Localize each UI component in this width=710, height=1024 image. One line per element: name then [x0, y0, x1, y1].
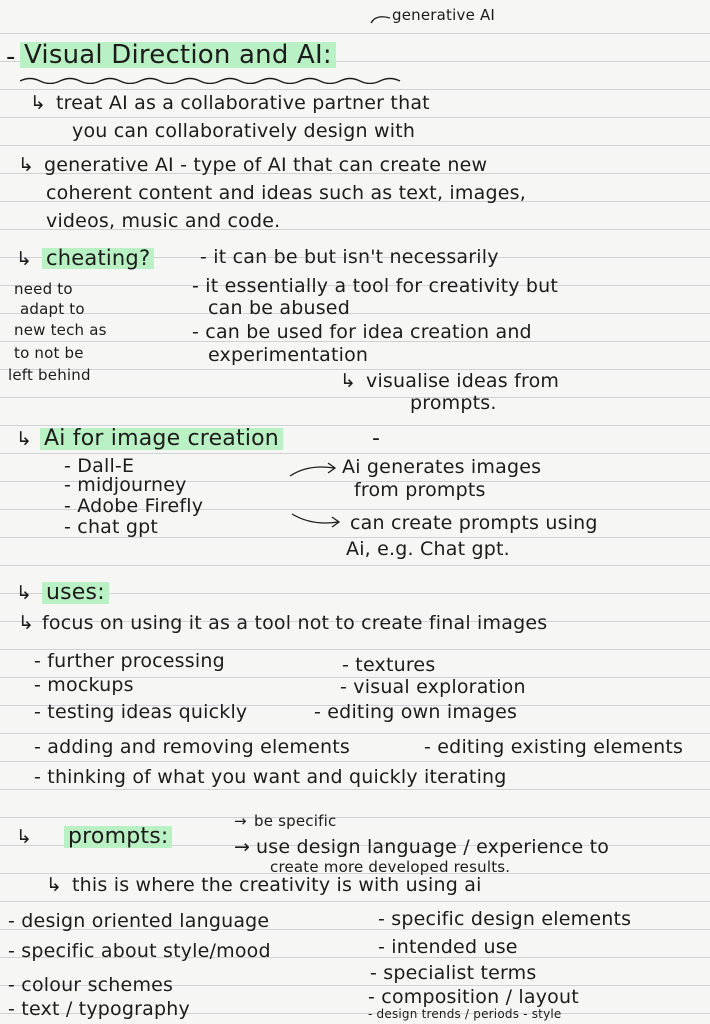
list-item: - chat gpt — [64, 516, 159, 538]
arrow-icon: → — [234, 812, 247, 830]
note-line: you can collaboratively design with — [72, 120, 416, 142]
list-item: - midjourney — [64, 474, 187, 496]
note-line: create more developed results. — [270, 858, 511, 876]
list-item: - colour schemes — [8, 974, 174, 996]
note-line: be specific — [254, 812, 337, 830]
heading-dash: - — [6, 42, 16, 72]
list-item: - Dall-E — [64, 455, 135, 477]
list-item: - adding and removing elements — [34, 736, 350, 758]
list-item: - specific design elements — [378, 908, 632, 930]
note-line: Ai generates images — [342, 456, 542, 478]
list-item: - testing ideas quickly — [34, 701, 248, 723]
note-line: - it can be but isn't necessarily — [200, 246, 499, 268]
note-line: focus on using it as a tool not to create final images — [42, 612, 548, 634]
note-line: generative AI - type of AI that can create new — [44, 154, 488, 176]
arrow-icon — [288, 460, 338, 480]
arrow-icon: ↳ — [18, 154, 35, 176]
subheading-ai-image: Ai for image creation — [40, 428, 283, 450]
arrow-icon: ↳ — [46, 874, 63, 896]
list-item: - mockups — [34, 674, 134, 696]
side-note: to not be — [14, 344, 84, 362]
note-line: can be abused — [208, 297, 350, 319]
arrow-icon: ↳ — [16, 248, 33, 270]
list-item: - specific about style/mood — [8, 940, 271, 962]
note-line: from prompts — [354, 479, 486, 501]
note-line: - it essentially a tool for creativity but — [192, 275, 559, 297]
list-item: - design oriented language — [8, 910, 270, 932]
note-line: coherent content and ideas such as text, images, — [46, 182, 526, 204]
list-item: - composition / layout — [368, 986, 579, 1008]
note-line: videos, music and code. — [46, 210, 281, 232]
note-line: this is where the creativity is with using ai — [72, 874, 482, 896]
wavy-underline — [20, 76, 410, 84]
note-line: prompts. — [410, 392, 497, 414]
side-note: left behind — [8, 366, 91, 384]
subheading-uses: uses: — [42, 582, 109, 604]
list-item: - editing own images — [314, 701, 518, 723]
note-line: experimentation — [208, 344, 369, 366]
arrow-icon: ↳ — [16, 826, 33, 848]
subheading-prompts: prompts: — [64, 826, 172, 848]
note-line: treat AI as a collaborative partner that — [56, 92, 430, 114]
margin-note: generative AI — [392, 6, 496, 24]
list-item: - text / typography — [8, 998, 190, 1020]
list-item: - thinking of what you want and quickly iterating — [34, 766, 507, 788]
note-line: visualise ideas from — [366, 370, 560, 392]
arrow-icon: → — [234, 836, 251, 858]
note-line: - can be used for idea creation and — [192, 321, 532, 343]
list-item: - design trends / periods - style — [368, 1007, 562, 1021]
list-item: - further processing — [34, 650, 225, 672]
arrow-icon: ↳ — [16, 582, 33, 604]
side-note: need to — [14, 280, 73, 298]
subheading-cheating: cheating? — [42, 248, 154, 269]
heading-dash: - — [372, 426, 381, 451]
list-item: - textures — [342, 654, 436, 676]
list-item: - editing existing elements — [424, 736, 684, 758]
side-note: adapt to — [20, 300, 85, 318]
arrow-icon: ↳ — [18, 612, 35, 634]
page-heading: Visual Direction and AI: — [20, 42, 336, 68]
arrow-icon: ↳ — [16, 428, 33, 450]
note-line: Ai, e.g. Chat gpt. — [346, 538, 510, 560]
list-item: - visual exploration — [340, 676, 526, 698]
arrow-icon: ↳ — [340, 370, 357, 392]
list-item: - Adobe Firefly — [64, 495, 204, 517]
arrow-icon: ↳ — [30, 92, 47, 114]
side-note: new tech as — [14, 321, 107, 339]
note-line: use design language / experience to — [256, 836, 610, 858]
arrow-icon — [368, 14, 392, 28]
list-item: - specialist terms — [370, 962, 537, 984]
note-line: can create prompts using — [350, 512, 598, 534]
list-item: - intended use — [378, 936, 518, 958]
arrow-icon — [290, 510, 342, 530]
